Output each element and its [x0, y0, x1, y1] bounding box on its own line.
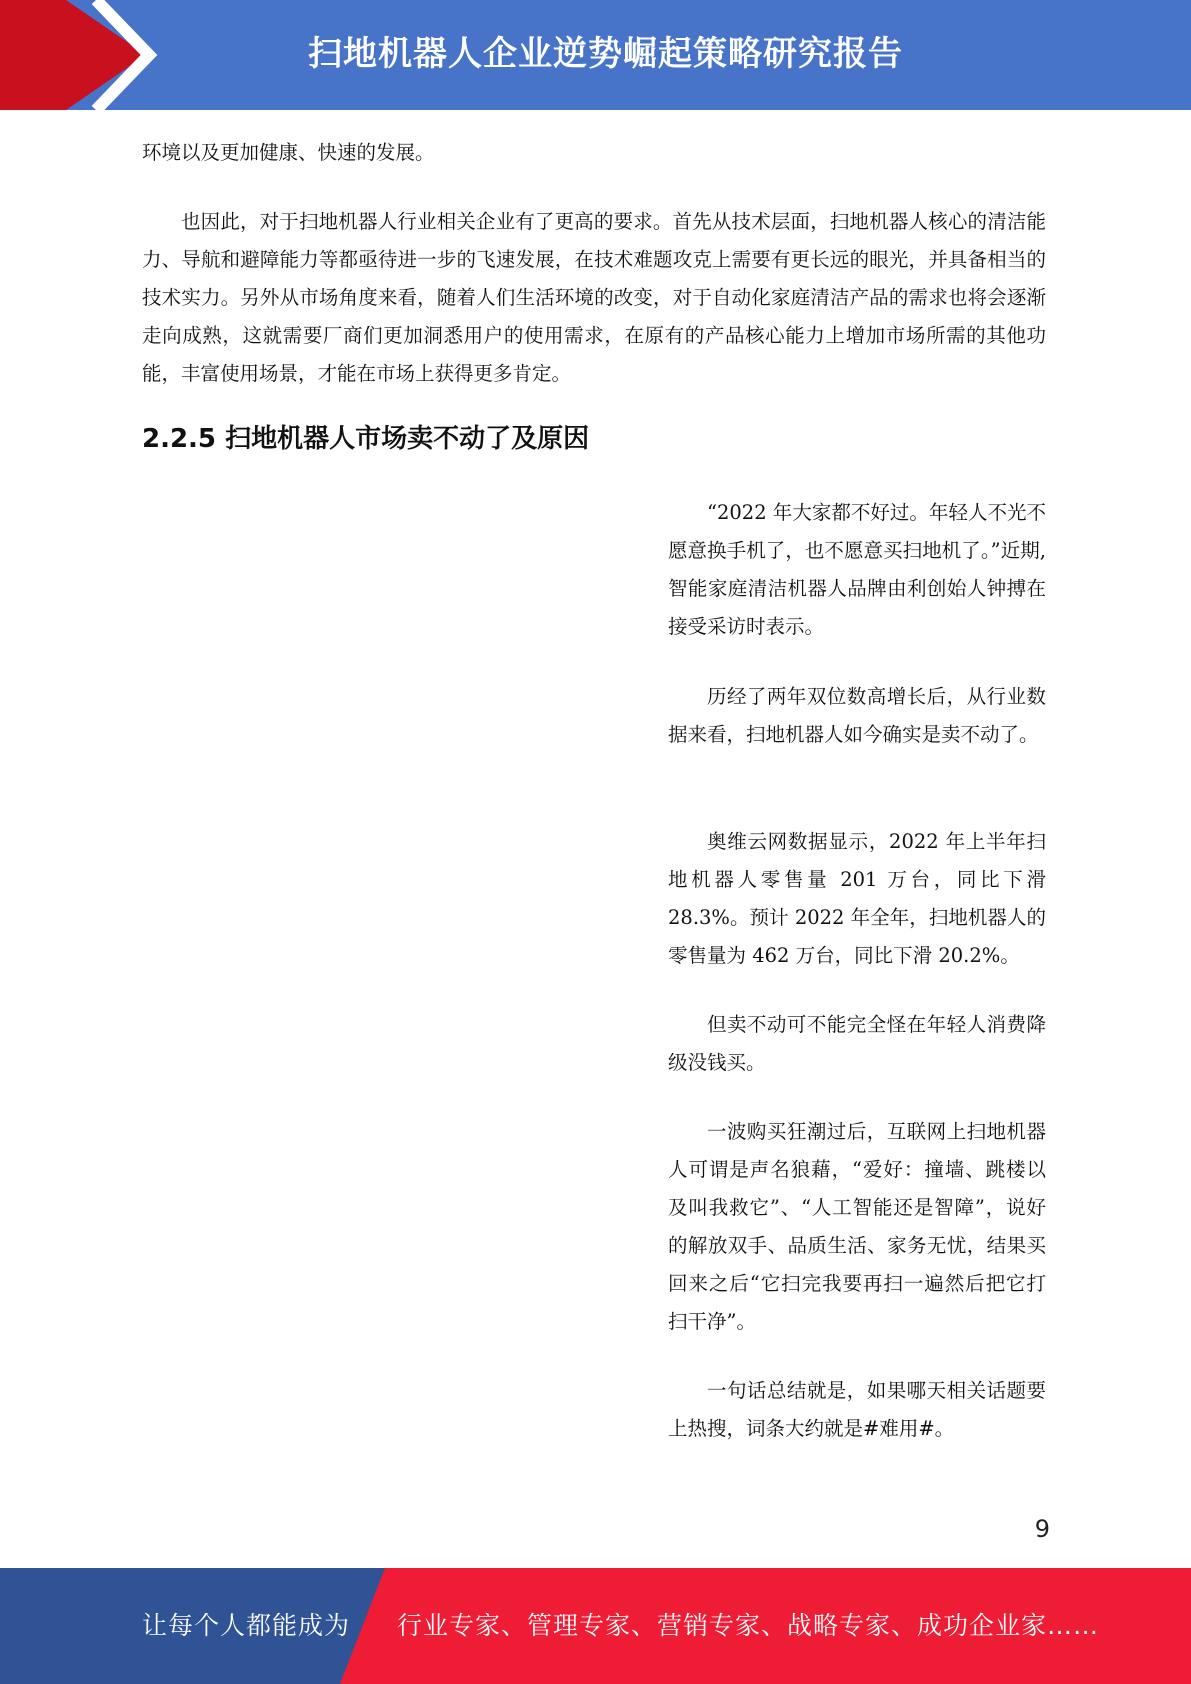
section-paragraph-4: 但卖不动可不能完全怪在年轻人消费降级没钱买。: [668, 1013, 1046, 1074]
page-footer: [0, 1568, 1191, 1684]
section-heading: 2.2.5 扫地机器人市场卖不动了及原因: [142, 424, 590, 454]
body-paragraph-2: 也因此，对于扫地机器人行业相关企业有了更高的要求。首先从技术层面，扫地机器人核心的清洁能力、导航和避障能力等都亟待进一步的飞速发展，在技术难题攻克上需要有更长远的眼光，并具备相当的技术实力。另外从市场角度来看，随着人们生活环境的改变，对于自动化家庭清洁产品的需求也将会逐渐走向成熟，这就需要厂商们更加洞悉用户的使用需求，在原有的产品核心能力上增加市场所需的其他功能，丰富使用场景，才能在市场上获得更多肯定。: [142, 210, 1046, 385]
footer-slogan-left: 让每个人都能成为: [142, 1611, 351, 1640]
page-number: 9: [1034, 1515, 1050, 1543]
footer-slogan-right: 行业专家、管理专家、营销专家、战略专家、成功企业家……: [397, 1611, 1100, 1640]
report-title: 扫地机器人企业逆势崛起策略研究报告: [308, 34, 903, 74]
body-paragraph-1: 环境以及更加健康、快速的发展。: [142, 141, 435, 164]
section-paragraph-3: 奥维云网数据显示，2022 年上半年扫地机器人零售量 201 万台，同比下滑 28.3%。预计 2022 年全年，扫地机器人的零售量为 462 万台，同比下滑 20.2%。: [668, 830, 1046, 967]
section-paragraph-6: 一句话总结就是，如果哪天相关话题要上热搜，词条大约就是#难用#。: [668, 1379, 1046, 1440]
section-paragraph-2: 历经了两年双位数高增长后，从行业数据来看，扫地机器人如今确实是卖不动了。: [668, 685, 1046, 746]
page-header: [0, 0, 1191, 110]
section-paragraph-1: “2022 年大家都不好过。年轻人不光不愿意换手机了，也不愿意买扫地机了。”近期,智能家庭清洁机器人品牌由利创始人钟搏在接受采访时表示。: [668, 501, 1046, 638]
section-paragraph-5: 一波购买狂潮过后，互联网上扫地机器人可谓是声名狼藉，“爱好：撞墙、跳楼以及叫我救它”、“人工智能还是智障”，说好的解放双手、品质生活、家务无忧，结果买回来之后“它扫完我要再扫一遍然后把它打扫干净”。: [668, 1120, 1046, 1333]
